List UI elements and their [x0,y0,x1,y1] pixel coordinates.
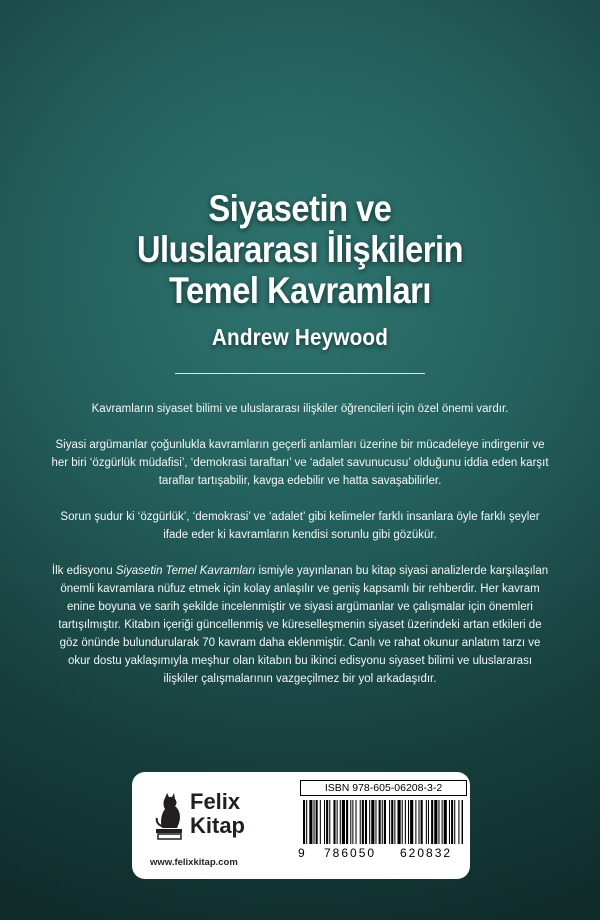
barcode-bar [346,800,348,844]
barcode-bar [340,800,341,844]
barcode-bar [442,800,443,844]
barcode-bar [337,800,338,844]
barcode-bar [391,800,393,844]
isbn-label: ISBN 978-605-06208-3-2 [300,780,467,796]
barcode-bar [379,800,381,844]
barcode-bar [371,800,374,844]
blurb-paragraph-4 [50,562,550,688]
barcode-bar [415,800,416,844]
barcode-bar [356,800,357,844]
barcode-bar [389,800,390,844]
publisher-name [190,790,245,838]
barcode-bar [428,800,429,844]
book-title-line-2: Uluslararası İlişkilerin [136,229,464,270]
barcode-bar [350,800,351,844]
barcode-bar [375,800,376,844]
back-cover-blurb [50,400,550,706]
barcode-bar [449,800,450,844]
barcode-bar [320,800,321,844]
barcode-digit-first: 9 [298,846,305,860]
barcode-bar [421,800,423,844]
barcode-bar [408,800,409,844]
barcode-digits [298,846,468,862]
barcode-bar [365,800,367,844]
barcode-bar [326,800,328,844]
blurb-p4-rest: ismiyle yayınlanan bu kitap siyasi analizlerde karşılaşılan önemli kavramlara nüfuz etmek için kolay anlaşılır ve geniş kapsamlı bir rehberdir. Her kavram enine boyuna ve sarih şekilde incelenmiştir ve siyasi argümanlar ve çalışmalar için önemleri tartışılmıştır. Kitabın içeriği güncellenmiş ve küreselleşmenin siyaset üzerindeki artan etkileri de göz önünde bulundurularak 70 kavram daha eklenmiştir. Canlı ve rahat okunur anlatım tarzı ve okur dostu yaklaşımıyla meşhur olan kitabın bu ikinci edisyonu siyaset bilimi ve uluslararası ilişkiler çalışmalarının vazgeçilmez bir yol arkadaşıdır. [58,565,549,685]
publisher-name-line-2: Kitap [190,813,245,838]
barcode-bar [431,800,433,844]
publisher-logo [152,790,267,842]
publisher-url[interactable]: www.felixkitap.com [150,857,238,868]
barcode-bar [444,800,447,844]
barcode-bar [426,800,427,844]
barcode-bar [382,800,383,844]
barcode-bar [462,800,463,844]
barcode-bar [360,800,361,844]
book-title [36,188,564,311]
barcode-bar [316,800,318,844]
barcode-bar [405,800,406,844]
barcode-bar [303,800,305,844]
barcode-bar [454,800,455,844]
barcode-bar [419,800,420,844]
blurb-paragraph-2: Siyasi argümanlar çoğunlukla kavramların geçerli anlamları üzerine bir mücadeleye indirgenir ve her biri ‘özgürlük müdafisi’, ‘demokrasi taraftarı’ ve ‘adalet savunucusu’ olduğunu iddia eden karşıt taraflar tartışabilir, kavga edebilir ve hatta savaşabilirler. [51,439,549,487]
publisher-name-line-1: Felix [190,789,241,814]
book-title-line-3: Temel Kavramları [168,270,432,311]
barcode-bar [384,800,386,844]
barcode-digits-right: 620832 [400,846,453,860]
book-title-line-1: Siyasetin ve [208,188,392,229]
cat-on-books-icon [154,792,184,840]
barcode-bar [352,800,353,844]
barcode-bar [394,800,395,844]
barcode-bar [362,800,364,844]
barcode-bar [314,800,315,844]
barcode-bar [309,800,312,844]
barcode-bar [342,800,345,844]
blurb-paragraph-3: Sorun şudur ki ‘özgürlük’, ‘demokrasi’ ve ‘adalet’ gibi kelimeler farklı insanlara öyle farklı şeyler ifade eder ki kavramların kendisi sorunlu gibi gözükür. [60,511,540,541]
title-divider [175,373,425,374]
barcode-bar [333,800,335,844]
author-name: Andrew Heywood [211,324,389,350]
barcode-bar [306,800,307,844]
barcode-digits-left: 786050 [324,846,377,860]
barcode-bar [369,800,370,844]
barcode-bar [398,800,401,844]
barcode-bar [458,800,459,844]
barcode-bar [438,800,439,844]
barcode-bar [324,800,325,844]
barcode-bar [434,800,437,844]
barcode-bar [329,800,330,844]
barcode-bar [451,800,453,844]
blurb-p4-prefix: İlk edisyonu [51,565,116,577]
blurb-p4-book-title: Siyasetin Temel Kavramları [115,565,256,577]
barcode [303,800,463,844]
barcode-bar [410,800,413,844]
barcode-bar [402,800,403,844]
blurb-paragraph-1: Kavramların siyaset bilimi ve uluslararası ilişkiler öğrencileri için özel önemi vardır. [91,403,509,415]
